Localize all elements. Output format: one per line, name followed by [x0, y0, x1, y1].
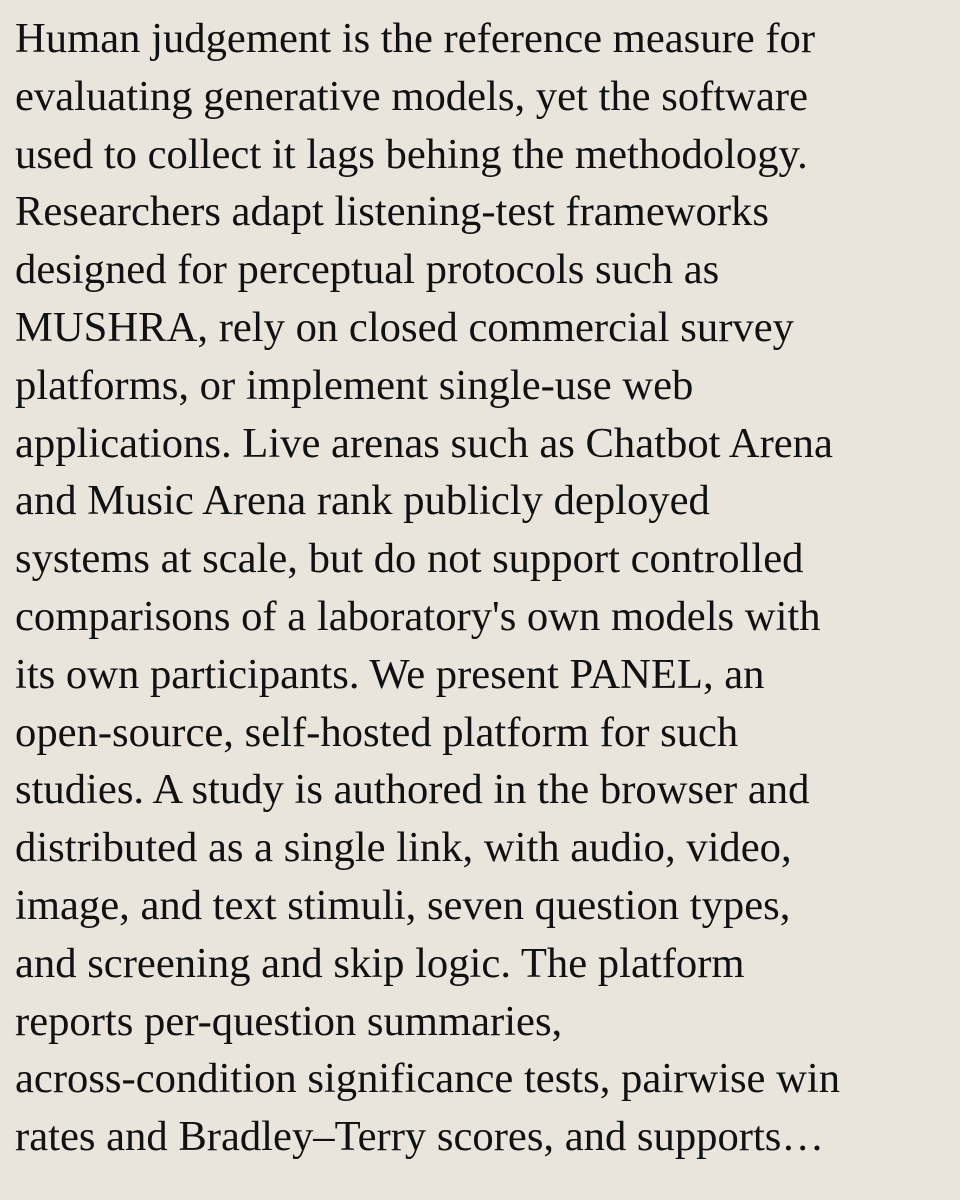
text-line-7: platforms, or implement single-use web [15, 361, 694, 409]
text-line-8: applications. Live arenas such as Chatbot Arena [15, 419, 833, 467]
text-line-12: its own participants. We present PANEL, an [15, 650, 765, 698]
text-line-1: Human judgement is the reference measure for [15, 15, 816, 62]
text-line-9: and Music Arena rank publicly deployed [15, 477, 710, 525]
text-line-20: rates and Bradley–Terry scores, and supports… [15, 1113, 825, 1161]
abstract-text [15, 10, 960, 1166]
text-line-13: open-source, self-hosted platform for such [15, 708, 739, 756]
text-line-16: image, and text stimuli, seven question types, [15, 881, 791, 929]
text-line-2: evaluating generative models, yet the software [15, 72, 808, 120]
text-line-18: reports per-question summaries, [15, 997, 563, 1045]
text-line-14: studies. A study is authored in the browser and [15, 766, 810, 814]
text-line-17: and screening and skip logic. The platform [15, 939, 745, 987]
text-line-19: across-condition significance tests, pairwise win [15, 1055, 841, 1103]
text-line-6: MUSHRA, rely on closed commercial survey [15, 303, 794, 351]
text-line-5: designed for perceptual protocols such as [15, 246, 720, 294]
text-line-10: systems at scale, but do not support controlled [15, 535, 804, 583]
text-line-4: Researchers adapt listening-test frameworks [15, 188, 769, 236]
text-line-15: distributed as a single link, with audio, video, [15, 824, 792, 872]
text-line-3: used to collect it lags behing the methodology. [15, 130, 808, 178]
text-line-11: comparisons of a laboratory's own models with [15, 592, 821, 640]
